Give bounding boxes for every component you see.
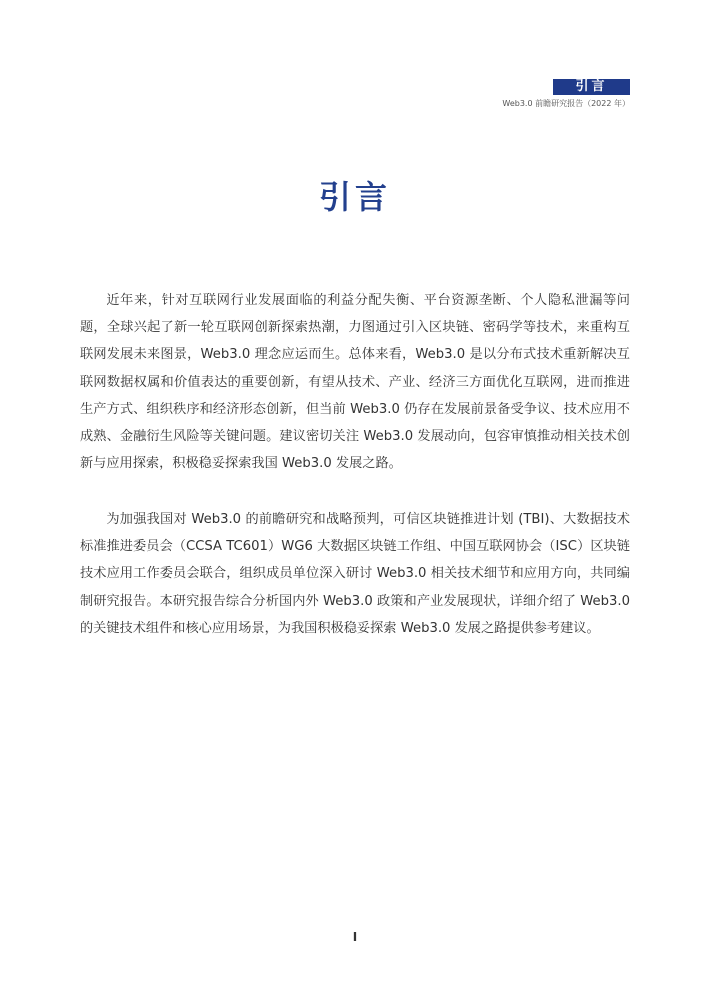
page-title: 引言 (318, 178, 391, 216)
page-number: I (352, 930, 358, 944)
paragraph-purpose: 为加强我国对 Web3.0 的前瞻研究和战略预判，可信区块链推进计划 (TBI)、大数据技术标准推进委员会（CCSA TC601）WG6 大数据区块链工作组、中国互联网协会（ISC）区块链技术应用工作委员会联合，组织成员单位深入研讨 Web3.0 相关技术细节和应用方向，共同编制研究报告。本研究报告综合分析国内外 Web3.0 政策和产业发展现状，详细介绍了 Web3.0 的关键技术组件和核心应用场景，为我国积极稳妥探索 Web3.0 发展之路提供参考建议。 (80, 512, 630, 636)
section-badge: 引言 (553, 79, 630, 95)
report-running-title: Web3.0 前瞻研究报告（2022 年） (502, 99, 630, 108)
paragraph-intro: 近年来，针对互联网行业发展面临的利益分配失衡、平台资源垄断、个人隐私泄漏等问题，全球兴起了新一轮互联网创新探索热潮，力图通过引入区块链、密码学等技术，来重构互联网发展未来图景，Web3.0 理念应运而生。总体来看，Web3.0 是以分布式技术重新解决互联网数据权属和价值表达的重要创新，有望从技术、产业、经济三方面优化互联网，进而推进生产方式、组织秩序和经济形态创新，但当前 Web3.0 仍存在发展前景备受争议、技术应用不成熟、金融衍生风险等关键问题。建议密切关注 Web3.0 发展动向，包容审慎推动相关技术创新与应用探索，积极稳妥探索我国 Web3.0 发展之路。 (80, 293, 630, 472)
